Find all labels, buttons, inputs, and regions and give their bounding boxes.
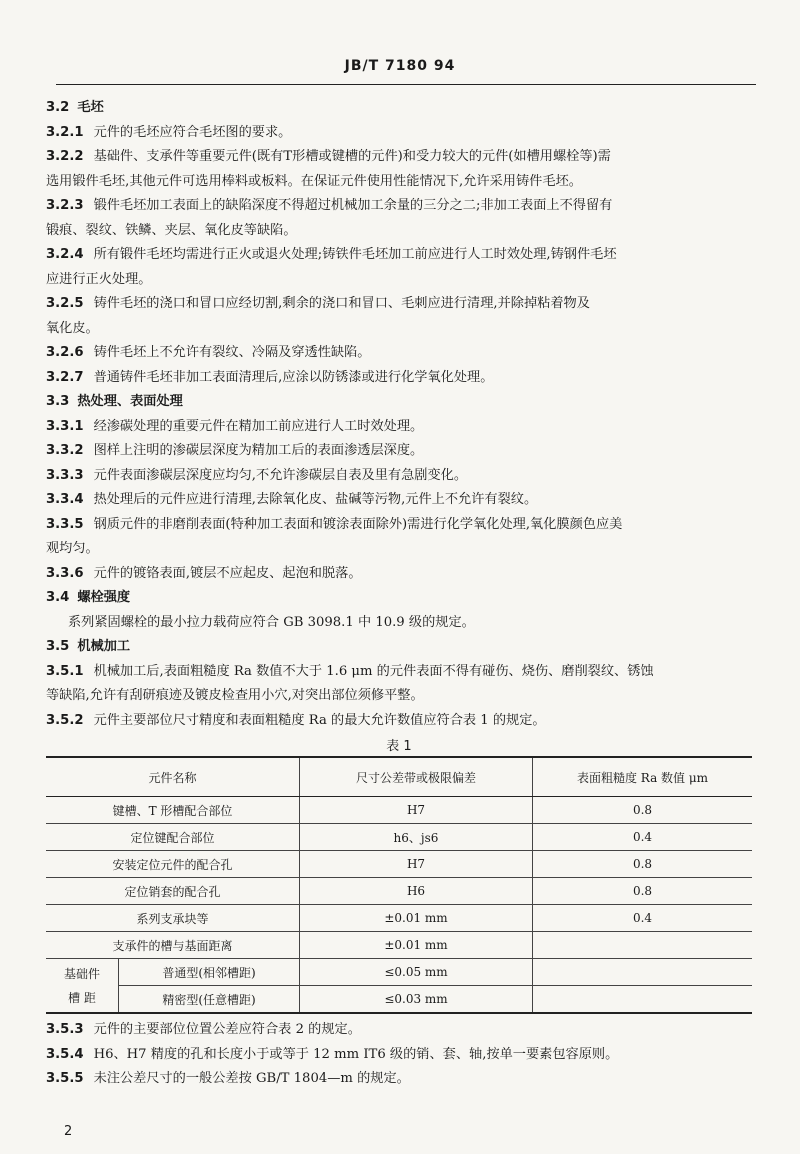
page-number: 2 bbox=[64, 1124, 73, 1139]
cell-tolerance: h6、js6 bbox=[300, 824, 533, 851]
clause-text: 普通铸件毛坯非加工表面清理后,应涂以防锈漆或进行化学氧化处理。 bbox=[93, 369, 494, 385]
table-header-row bbox=[46, 757, 752, 797]
clause-text: 热处理后的元件应进行清理,去除氧化皮、盐碱等污物,元件上不允许有裂纹。 bbox=[93, 492, 538, 507]
paragraph-continuation: 等缺陷,允许有刮研痕迹及镀皮检查用小穴,对突出部位须修平整。 bbox=[46, 688, 424, 703]
clause-line bbox=[46, 709, 752, 734]
clause-line bbox=[46, 1018, 752, 1043]
clause-text: 机械加工后,表面粗糙度 Ra 数值不大于 1.6 μm 的元件表面不得有碰伤、烧伤、磨削裂纹、锈蚀 bbox=[93, 663, 654, 679]
clause-text: 机械加工 bbox=[77, 639, 131, 654]
clause-line bbox=[46, 292, 752, 317]
table-row bbox=[46, 824, 752, 851]
paragraph-continuation: 选用锻件毛坯,其他元件可选用棒料或板料。在保证元件使用性能情况下,允许采用铸件毛坯。 bbox=[46, 173, 582, 189]
cell-roughness: 0.4 bbox=[533, 905, 753, 932]
cell-roughness bbox=[533, 932, 753, 959]
cell-element-name: 支承件的槽与基面距离 bbox=[46, 932, 300, 959]
clause-line bbox=[46, 366, 752, 391]
clause-text: 元件表面渗碳层深度应均匀,不允许渗碳层自表及里有急剧变化。 bbox=[93, 467, 468, 483]
clause-number: 3.5.2 bbox=[46, 712, 84, 728]
paragraph-continuation: 应进行正火处理。 bbox=[46, 271, 152, 287]
clause-text: 经渗碳处理的重要元件在精加工前应进行人工时效处理。 bbox=[93, 418, 424, 434]
clause-number: 3.2.2 bbox=[46, 149, 84, 164]
cell-element-name: 精密型(任意槽距) bbox=[119, 986, 300, 1014]
clause-line bbox=[46, 341, 752, 366]
table-row bbox=[46, 932, 752, 959]
clause-line bbox=[46, 194, 752, 219]
clause-text: 元件的镀铬表面,镀层不应起皮、起泡和脱落。 bbox=[93, 565, 362, 581]
clause-line bbox=[46, 243, 752, 268]
cell-tolerance: H7 bbox=[300, 851, 533, 878]
clause-number: 3.5.3 bbox=[46, 1022, 84, 1037]
clause-text: 元件的主要部位位置公差应符合表 2 的规定。 bbox=[93, 1022, 361, 1037]
cell-element-name: 定位销套的配合孔 bbox=[46, 878, 300, 905]
table-row bbox=[46, 797, 752, 824]
cell-group-label bbox=[46, 959, 119, 1014]
clause-text: 毛坯 bbox=[77, 100, 104, 115]
clause-text: 钢质元件的非磨削表面(特种加工表面和镀涂表面除外)需进行化学氧化处理,氧化膜颜色应美 bbox=[93, 516, 623, 532]
section-heading bbox=[46, 390, 752, 415]
cell-tolerance: H6 bbox=[300, 878, 533, 905]
clause-line bbox=[46, 464, 752, 489]
table-row bbox=[46, 878, 752, 905]
clause-text: 所有锻件毛坯均需进行正火或退火处理;铸铁件毛坯加工前应进行人工时效处理,铸钢件毛坯 bbox=[93, 247, 617, 262]
table-title: 表 1 bbox=[386, 739, 412, 754]
clause-number: 3.2.1 bbox=[46, 124, 84, 140]
spec-table bbox=[46, 756, 752, 1014]
group-label-line1: 基础件 bbox=[63, 966, 100, 981]
clause-number: 3.2.5 bbox=[46, 296, 84, 311]
header-rule bbox=[56, 84, 756, 85]
paragraph-continuation: 锻痕、裂纹、铁鳞、夹层、氧化皮等缺陷。 bbox=[46, 222, 297, 238]
clause-number: 3.5.1 bbox=[46, 663, 84, 679]
cell-element-name: 定位键配合部位 bbox=[46, 824, 300, 851]
clause-number: 3.3.2 bbox=[46, 443, 84, 458]
clause-number: 3.3.6 bbox=[46, 565, 84, 581]
clause-line bbox=[46, 1043, 752, 1068]
clause-text: 热处理、表面处理 bbox=[77, 394, 183, 409]
clause-number: 3.2.6 bbox=[46, 345, 84, 360]
body-content bbox=[46, 96, 752, 1092]
clause-number: 3.2.3 bbox=[46, 198, 84, 213]
clause-number: 3.2 bbox=[46, 100, 70, 115]
clause-text: 元件主要部位尺寸精度和表面粗糙度 Ra 的最大允许数值应符合表 1 的规定。 bbox=[93, 712, 546, 728]
col-header-name: 元件名称 bbox=[46, 757, 300, 797]
cell-element-name: 普通型(相邻槽距) bbox=[119, 959, 300, 986]
clause-line bbox=[46, 121, 752, 146]
cell-tolerance: ±0.01 mm bbox=[300, 905, 533, 932]
clause-line bbox=[46, 415, 752, 440]
cell-element-name: 键槽、T 形槽配合部位 bbox=[46, 797, 300, 824]
table-body bbox=[46, 797, 752, 1014]
clause-text: 锻件毛坯加工表面上的缺陷深度不得超过机械加工余量的三分之二;非加工表面上不得留有 bbox=[93, 198, 613, 213]
cell-tolerance: ±0.01 mm bbox=[300, 932, 533, 959]
clause-number: 3.3.4 bbox=[46, 492, 84, 507]
cell-element-name: 系列支承块等 bbox=[46, 905, 300, 932]
clause-text: H6、H7 精度的孔和长度小于或等于 12 mm IT6 级的销、套、轴,按单一要素包容原则。 bbox=[93, 1046, 619, 1062]
clause-text: 未注公差尺寸的一般公差按 GB/T 1804—m 的规定。 bbox=[93, 1071, 410, 1086]
cell-roughness: 0.8 bbox=[533, 878, 753, 905]
cell-roughness bbox=[533, 986, 753, 1014]
clause-text: 图样上注明的渗碳层深度为精加工后的表面渗透层深度。 bbox=[93, 443, 424, 458]
cell-tolerance: ≤0.05 mm bbox=[300, 959, 533, 986]
clause-line bbox=[46, 439, 752, 464]
section-heading bbox=[46, 635, 752, 660]
cell-element-name: 安装定位元件的配合孔 bbox=[46, 851, 300, 878]
after-table-list bbox=[46, 1018, 752, 1092]
cell-roughness: 0.8 bbox=[533, 851, 753, 878]
clause-line bbox=[46, 488, 752, 513]
col-header-tolerance: 尺寸公差带或极限偏差 bbox=[300, 757, 533, 797]
paragraph-continuation: 氧化皮。 bbox=[46, 320, 99, 336]
paragraph-list bbox=[46, 96, 752, 733]
table-row bbox=[46, 986, 752, 1014]
clause-number: 3.5 bbox=[46, 639, 70, 654]
clause-line bbox=[46, 562, 752, 587]
clause-number: 3.3.5 bbox=[46, 516, 84, 532]
cell-tolerance: H7 bbox=[300, 797, 533, 824]
clause-number: 3.3 bbox=[46, 394, 70, 409]
table-row bbox=[46, 959, 752, 986]
clause-line bbox=[46, 145, 752, 170]
section-heading bbox=[46, 96, 752, 121]
clause-text: 元件的毛坯应符合毛坯图的要求。 bbox=[93, 124, 292, 140]
clause-text: 螺栓强度 bbox=[77, 590, 131, 605]
section-heading bbox=[46, 586, 752, 611]
group-label-line2: 槽 距 bbox=[68, 990, 96, 1005]
clause-line bbox=[46, 1067, 752, 1092]
clause-number: 3.5.5 bbox=[46, 1071, 84, 1086]
paragraph-indented: 系列紧固螺栓的最小拉力载荷应符合 GB 3098.1 中 10.9 级的规定。 bbox=[68, 614, 475, 630]
clause-line bbox=[46, 513, 752, 538]
clause-number: 3.5.4 bbox=[46, 1046, 84, 1062]
paragraph-continuation: 观均匀。 bbox=[46, 541, 99, 556]
col-header-roughness: 表面粗糙度 Ra 数值 μm bbox=[533, 757, 753, 797]
cell-roughness: 0.4 bbox=[533, 824, 753, 851]
clause-number: 3.3.3 bbox=[46, 467, 84, 483]
standard-header: JB/T 7180 94 bbox=[344, 58, 456, 74]
table-row bbox=[46, 905, 752, 932]
cell-roughness: 0.8 bbox=[533, 797, 753, 824]
clause-text: 基础件、支承件等重要元件(既有T形槽或键槽的元件)和受力较大的元件(如槽用螺栓等)需 bbox=[93, 149, 611, 164]
table-row bbox=[46, 851, 752, 878]
clause-line bbox=[46, 660, 752, 685]
clause-number: 3.2.4 bbox=[46, 247, 84, 262]
cell-tolerance: ≤0.03 mm bbox=[300, 986, 533, 1014]
clause-number: 3.3.1 bbox=[46, 418, 84, 434]
clause-text: 铸件毛坯的浇口和冒口应经切割,剩余的浇口和冒口、毛刺应进行清理,并除掉粘着物及 bbox=[93, 296, 590, 311]
clause-text: 铸件毛坯上不允许有裂纹、冷隔及穿透性缺陷。 bbox=[93, 345, 371, 360]
clause-number: 3.2.7 bbox=[46, 369, 84, 385]
clause-number: 3.4 bbox=[46, 590, 70, 605]
cell-roughness bbox=[533, 959, 753, 986]
